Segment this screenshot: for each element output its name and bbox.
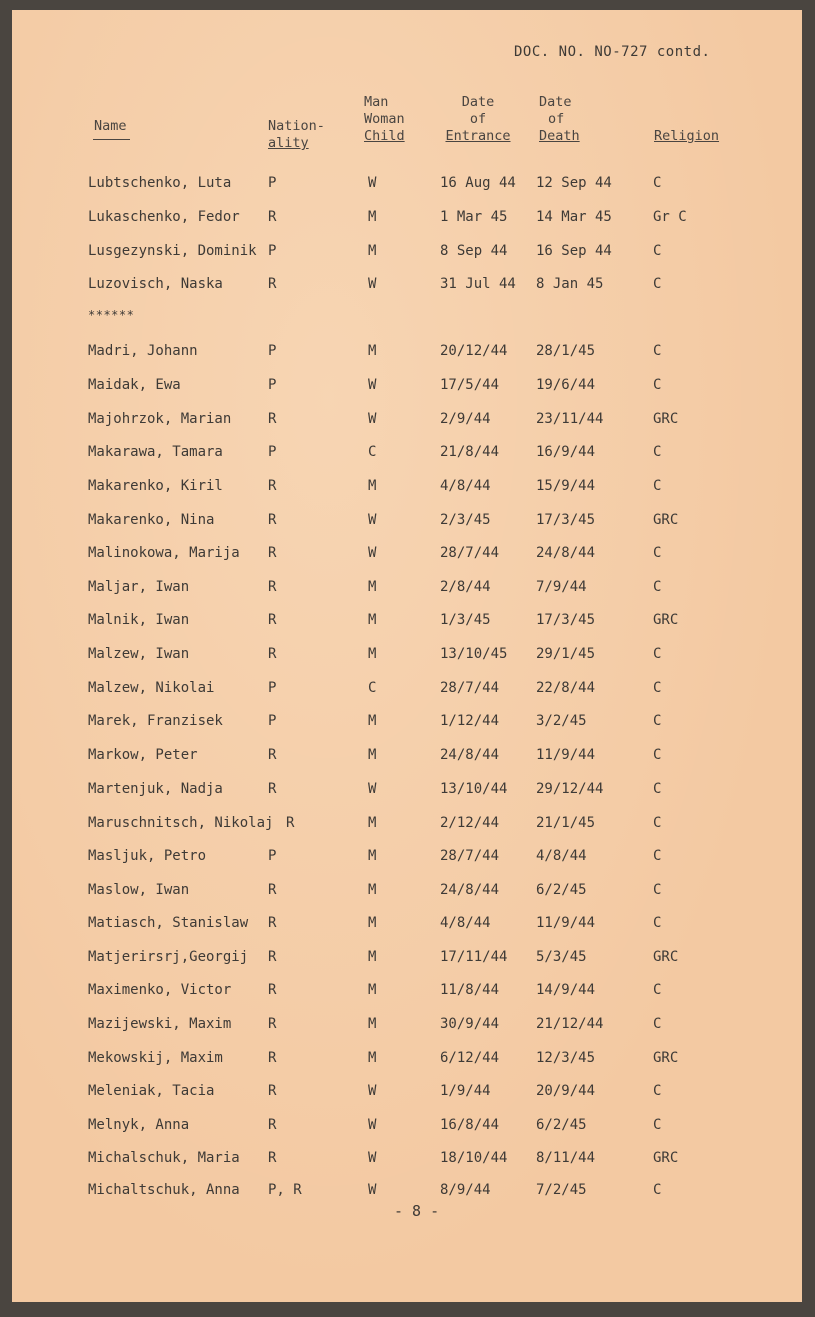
row-nationality: P [268,175,277,191]
row-name: Makarawa, Tamara [88,444,223,460]
header-date-of-entrance: Date of Entrance [445,94,511,144]
row-death: 6/2/45 [536,882,587,898]
row-religion: C [653,579,662,595]
table-row [12,781,802,801]
row-name: Markow, Peter [88,747,198,763]
document-page [12,10,802,1302]
row-name: Malzew, Iwan [88,646,190,662]
row-entrance: 1/9/44 [440,1083,491,1099]
row-religion: GRC [653,1050,679,1066]
row-entrance: 17/5/44 [440,377,500,393]
row-death: 17/3/45 [536,512,596,528]
row-death: 22/8/44 [536,680,596,696]
row-nationality: R [268,612,277,628]
row-sex: M [368,815,377,831]
table-row [12,612,802,632]
header-nationality: Nation- ality [268,118,325,151]
row-sex: M [368,747,377,763]
table-row [12,276,802,296]
row-entrance: 13/10/45 [440,646,508,662]
row-entrance: 1/3/45 [440,612,491,628]
row-name: Makarenko, Kiril [88,478,223,494]
row-name: Meleniak, Tacia [88,1083,215,1099]
row-nationality: R [268,949,277,965]
row-nationality: R [268,915,277,931]
table-row [12,848,802,868]
row-religion: C [653,1083,662,1099]
row-nationality: P [268,243,277,259]
row-sex: W [368,411,377,427]
document-number: DOC. NO. NO-727 contd. [514,44,711,60]
row-religion: C [653,646,662,662]
row-entrance: 6/12/44 [440,1050,500,1066]
row-sex: M [368,579,377,595]
row-sex: M [368,949,377,965]
row-death: 29/1/45 [536,646,596,662]
row-death: 16/9/44 [536,444,596,460]
row-nationality: R [268,512,277,528]
row-sex: W [368,781,377,797]
header-name-underline [93,139,130,140]
row-name: Malnik, Iwan [88,612,190,628]
row-nationality: P [268,444,277,460]
row-name: Masljuk, Petro [88,848,207,864]
row-sex: M [368,982,377,998]
row-name: Melnyk, Anna [88,1117,190,1133]
header-name: Name [94,118,127,134]
row-sex: W [368,1083,377,1099]
row-religion: C [653,713,662,729]
row-death: 16 Sep 44 [536,243,612,259]
row-entrance: 28/7/44 [440,545,500,561]
row-entrance: 16 Aug 44 [440,175,516,191]
row-religion: C [653,377,662,393]
row-entrance: 2/8/44 [440,579,491,595]
row-nationality: R [268,1016,277,1032]
row-death: 28/1/45 [536,343,596,359]
row-religion: C [653,175,662,191]
row-death: 12/3/45 [536,1050,596,1066]
row-nationality: R [268,1050,277,1066]
table-row [12,545,802,565]
row-death: 24/8/44 [536,545,596,561]
row-religion: C [653,680,662,696]
row-nationality: P [268,713,277,729]
row-sex: M [368,848,377,864]
row-sex: M [368,243,377,259]
row-sex: M [368,1016,377,1032]
row-death: 17/3/45 [536,612,596,628]
header-sex: Man Woman Child [364,94,405,144]
header-religion: Religion [654,128,720,144]
table-row [12,478,802,498]
row-religion: C [653,276,662,292]
row-sex: C [368,444,377,460]
row-death: 4/8/44 [536,848,587,864]
row-nationality: R [268,1150,277,1166]
row-nationality: R [286,815,295,831]
row-religion: GRC [653,512,679,528]
table-row [12,747,802,767]
row-name: Maidak, Ewa [88,377,181,393]
row-nationality: R [268,1083,277,1099]
row-name: Luzovisch, Naska [88,276,223,292]
table-row [12,882,802,902]
row-religion: C [653,915,662,931]
table-row [12,680,802,700]
row-name: Lubtschenko, Luta [88,175,232,191]
row-death: 21/1/45 [536,815,596,831]
row-nationality: R [268,545,277,561]
row-sex: W [368,545,377,561]
table-row [12,377,802,397]
row-sex: W [368,377,377,393]
row-name: Marek, Franzisek [88,713,223,729]
row-sex: M [368,713,377,729]
row-death: 29/12/44 [536,781,604,797]
row-name: Maruschnitsch, Nikolaj [88,815,274,831]
table-row [12,1182,802,1202]
table-row [12,1117,802,1137]
row-religion: C [653,882,662,898]
row-death: 14/9/44 [536,982,596,998]
row-death: 6/2/45 [536,1117,587,1133]
table-row [12,411,802,431]
row-name: Maximenko, Victor [88,982,232,998]
row-nationality: R [268,747,277,763]
row-name: Matiasch, Stanislaw [88,915,249,931]
row-sex: M [368,478,377,494]
page-number: - 8 - [394,1202,440,1220]
row-entrance: 24/8/44 [440,882,500,898]
row-death: 7/2/45 [536,1182,587,1198]
row-religion: C [653,343,662,359]
table-row [12,1083,802,1103]
row-religion: GRC [653,1150,679,1166]
row-name: Maljar, Iwan [88,579,190,595]
row-death: 12 Sep 44 [536,175,612,191]
table-row [12,175,802,195]
row-name: Malzew, Nikolai [88,680,215,696]
row-death: 19/6/44 [536,377,596,393]
table-row [12,444,802,464]
row-entrance: 21/8/44 [440,444,500,460]
row-death: 11/9/44 [536,915,596,931]
row-death: 8/11/44 [536,1150,596,1166]
table-row [12,646,802,666]
row-nationality: R [268,1117,277,1133]
row-death: 11/9/44 [536,747,596,763]
row-entrance: 2/12/44 [440,815,500,831]
row-sex: W [368,175,377,191]
row-religion: C [653,243,662,259]
row-entrance: 28/7/44 [440,680,500,696]
row-name: Michaltschuk, Anna [88,1182,240,1198]
row-name: Lukaschenko, Fedor [88,209,240,225]
row-nationality: R [268,982,277,998]
row-nationality: P [268,848,277,864]
row-entrance: 8/9/44 [440,1182,491,1198]
row-religion: C [653,848,662,864]
table-row [12,1050,802,1070]
row-nationality: P [268,343,277,359]
row-sex: M [368,612,377,628]
row-sex: M [368,882,377,898]
row-sex: W [368,276,377,292]
row-name: Majohrzok, Marian [88,411,232,427]
row-religion: C [653,1182,662,1198]
table-row [12,915,802,935]
table-row [12,713,802,733]
row-nationality: P [268,680,277,696]
row-entrance: 18/10/44 [440,1150,508,1166]
row-entrance: 11/8/44 [440,982,500,998]
table-row [12,1150,802,1170]
row-death: 20/9/44 [536,1083,596,1099]
row-entrance: 17/11/44 [440,949,508,965]
row-religion: C [653,444,662,460]
row-name: Maslow, Iwan [88,882,190,898]
row-name: Mazijewski, Maxim [88,1016,232,1032]
row-entrance: 2/9/44 [440,411,491,427]
row-sex: W [368,512,377,528]
row-nationality: R [268,478,277,494]
row-entrance: 16/8/44 [440,1117,500,1133]
row-religion: C [653,815,662,831]
row-death: 3/2/45 [536,713,587,729]
row-entrance: 1/12/44 [440,713,500,729]
row-death: 23/11/44 [536,411,604,427]
table-row [12,1016,802,1036]
row-nationality: R [268,882,277,898]
row-nationality: R [268,276,277,292]
table-row [12,579,802,599]
row-religion: C [653,781,662,797]
row-name: Mekowskij, Maxim [88,1050,223,1066]
row-entrance: 1 Mar 45 [440,209,508,225]
row-religion: C [653,545,662,561]
row-death: 21/12/44 [536,1016,604,1032]
row-religion: C [653,1016,662,1032]
row-sex: W [368,1182,377,1198]
row-name: Martenjuk, Nadja [88,781,223,797]
row-nationality: R [268,646,277,662]
row-name: Michalschuk, Maria [88,1150,240,1166]
table-row [12,209,802,229]
row-sex: W [368,1117,377,1133]
table-row [12,815,802,835]
row-entrance: 24/8/44 [440,747,500,763]
row-entrance: 13/10/44 [440,781,508,797]
row-religion: GRC [653,612,679,628]
row-sex: M [368,209,377,225]
table-row [12,982,802,1002]
row-sex: M [368,1050,377,1066]
row-name: Lusgezynski, Dominik [88,243,257,259]
table-row [12,512,802,532]
row-entrance: 4/8/44 [440,478,491,494]
row-nationality: P, R [268,1182,302,1198]
row-religion: GRC [653,411,679,427]
table-row [12,243,802,263]
row-name: Madri, Johann [88,343,198,359]
row-death: 7/9/44 [536,579,587,595]
row-entrance: 20/12/44 [440,343,508,359]
row-entrance: 30/9/44 [440,1016,500,1032]
row-religion: Gr C [653,209,687,225]
section-separator: ****** [88,308,135,322]
row-religion: C [653,747,662,763]
row-nationality: R [268,209,277,225]
row-entrance: 4/8/44 [440,915,491,931]
row-death: 5/3/45 [536,949,587,965]
row-name: Malinokowa, Marija [88,545,240,561]
row-entrance: 2/3/45 [440,512,491,528]
row-nationality: R [268,781,277,797]
row-entrance: 8 Sep 44 [440,243,508,259]
table-row [12,343,802,363]
row-entrance: 31 Jul 44 [440,276,516,292]
row-sex: C [368,680,377,696]
row-name: Makarenko, Nina [88,512,215,528]
row-death: 14 Mar 45 [536,209,612,225]
row-religion: C [653,478,662,494]
row-sex: M [368,915,377,931]
row-death: 15/9/44 [536,478,596,494]
row-religion: C [653,982,662,998]
row-entrance: 28/7/44 [440,848,500,864]
row-nationality: R [268,579,277,595]
row-nationality: P [268,377,277,393]
row-death: 8 Jan 45 [536,276,604,292]
row-religion: C [653,1117,662,1133]
row-name: Matjerirsrj,Georgij [88,949,249,965]
row-sex: M [368,343,377,359]
row-religion: GRC [653,949,679,965]
row-sex: W [368,1150,377,1166]
table-row [12,949,802,969]
row-sex: M [368,646,377,662]
row-nationality: R [268,411,277,427]
header-date-of-death: Date of Death [539,94,580,144]
